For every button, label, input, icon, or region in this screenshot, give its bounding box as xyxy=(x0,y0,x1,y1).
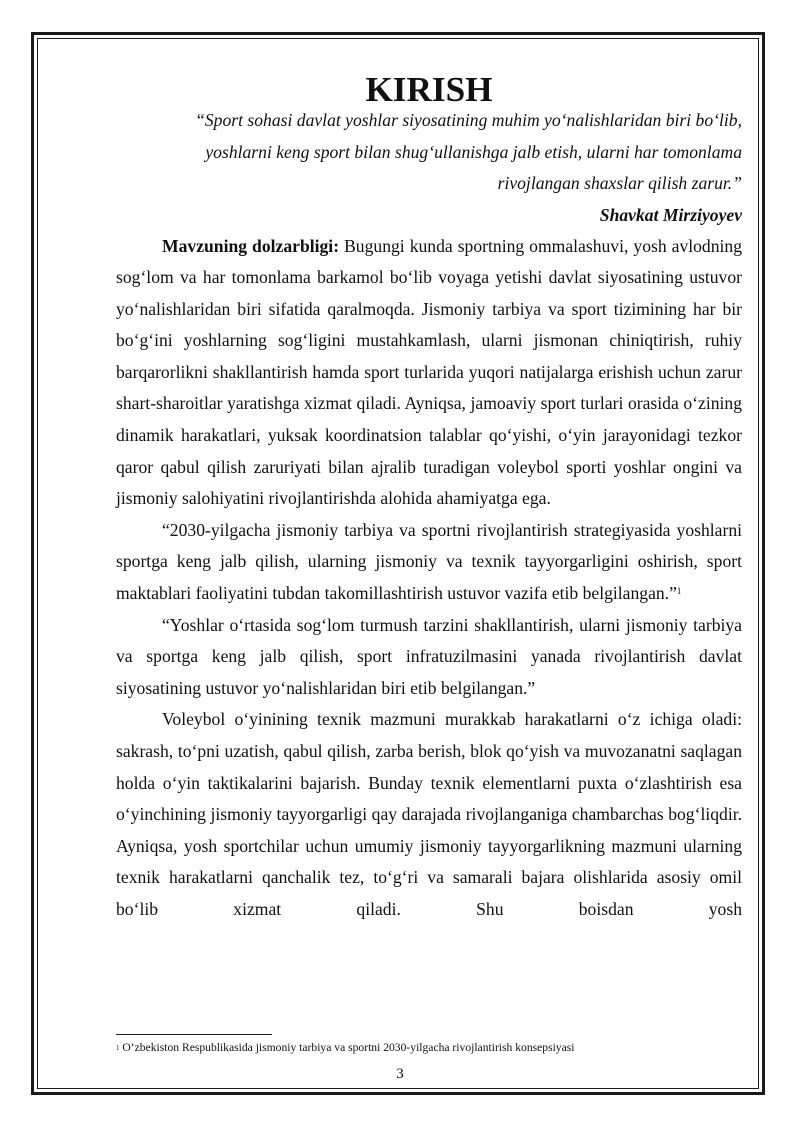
page-number: 3 xyxy=(396,1066,404,1082)
paragraph-text: “Yoshlar o‘rtasida sog‘lom turmush tarzini shakllantirish, ularni jismoniy tarbiya va sportga keng jalb qilish, sport infratuzilmasini yanada rivojlantirish davlat siyosatining ustuvor yo‘nalishlaridan biri etib belgilangan.” xyxy=(116,614,742,698)
footnote-text: O‘zbekiston Respublikasida jismoniy tarbiya va sportni 2030-yilgacha rivojlantirish konsepsiyasi xyxy=(119,1041,575,1054)
footnote-separator xyxy=(116,1034,272,1035)
epigraph-quote xyxy=(116,105,742,200)
footnote-mark: 1 xyxy=(116,1044,120,1052)
paragraph-lead-label: Mavzuning dolzarbligi: xyxy=(162,235,340,256)
epigraph-line: yoshlarni keng sport bilan shug‘ullanishga jalb etish, ularni har tomonlama xyxy=(205,141,742,162)
page-content xyxy=(116,70,743,926)
epigraph-author: Shavkat Mirziyoyev xyxy=(599,204,742,225)
paragraph-strategy xyxy=(116,515,742,610)
section-heading: KIRISH xyxy=(365,70,493,109)
paragraph-text: Bugungi kunda sportning ommalashuvi, yosh avlodning sog‘lom va har tomonlama barkamol bo‘lib voyaga yetishi davlat siyosatining ustuvor yo‘nalishlaridan biri sifatida qaralmoqda. Jismoniy tarbiya va sport tizimining har bir bo‘g‘ini yoshlarning sog‘ligini mustahkamlash, ularni jismonan chiniqtirish, ruhiy barqarorlikni shakllantirish hamda sport turlarida yuqori natijalarga erishish uchun zarur shart-sharoitlar yaratishga xizmat qiladi. Ayniqsa, jamoaviy sport turlari orasida o‘zining dinamik harakatlari, yuksak koordinatsion talablar qo‘yishi, o‘yin jarayonidagi tezkor qaror qabul qilish zaruriyati bilan ajralib turadigan voleybol sporti yoshlar ongini va jismoniy salohiyatini rivojlantirishda alohida ahamiyatga ega. xyxy=(116,235,743,509)
footnote-reference[interactable]: 1 xyxy=(676,586,682,597)
paragraph-relevance xyxy=(116,231,742,515)
footnote xyxy=(116,1040,756,1056)
paragraph-volleyball xyxy=(116,704,742,925)
paragraph-youth xyxy=(116,610,742,705)
epigraph-line: “Sport sohasi davlat yoshlar siyosatining muhim yo‘nalishlaridan biri bo‘lib, xyxy=(195,110,742,130)
paragraph-text: Voleybol o‘yinining texnik mazmuni murakkab harakatlarni o‘z ichiga oladi: sakrash, to‘pni uzatish, qabul qilish, zarba berish, blok qo‘yish va muvozanatni saqlagan holda o‘yin taktikalarini bajarish. Bunday texnik elementlarni puxta o‘zlashtirish esa o‘yinchining jismoniy tayyorgarligi qay darajada rivojlanganiga chambarchas bog‘liqdir. Ayniqsa, yosh sportchilar uchun umumiy jismoniy tayyorgarlikning mazmuni ularning texnik harakatlarni qanchalik tez, to‘g‘ri va samarali bajara olishlarida asosiy omil bo‘lib xizmat qiladi. Shu boisdan yosh xyxy=(116,709,742,919)
paragraph-text: “2030-yilgacha jismoniy tarbiya va sportni rivojlantirish strategiyasida yoshlarni sportga keng jalb qilish, ularning jismoniy va texnik tayyorgarligini oshirish, sport maktablari faoliyatini tubdan takomillashtirish ustuvor vazifa etib belgilangan.” xyxy=(116,519,742,604)
epigraph-line: rivojlangan shaxslar qilish zarur.” xyxy=(497,173,742,193)
